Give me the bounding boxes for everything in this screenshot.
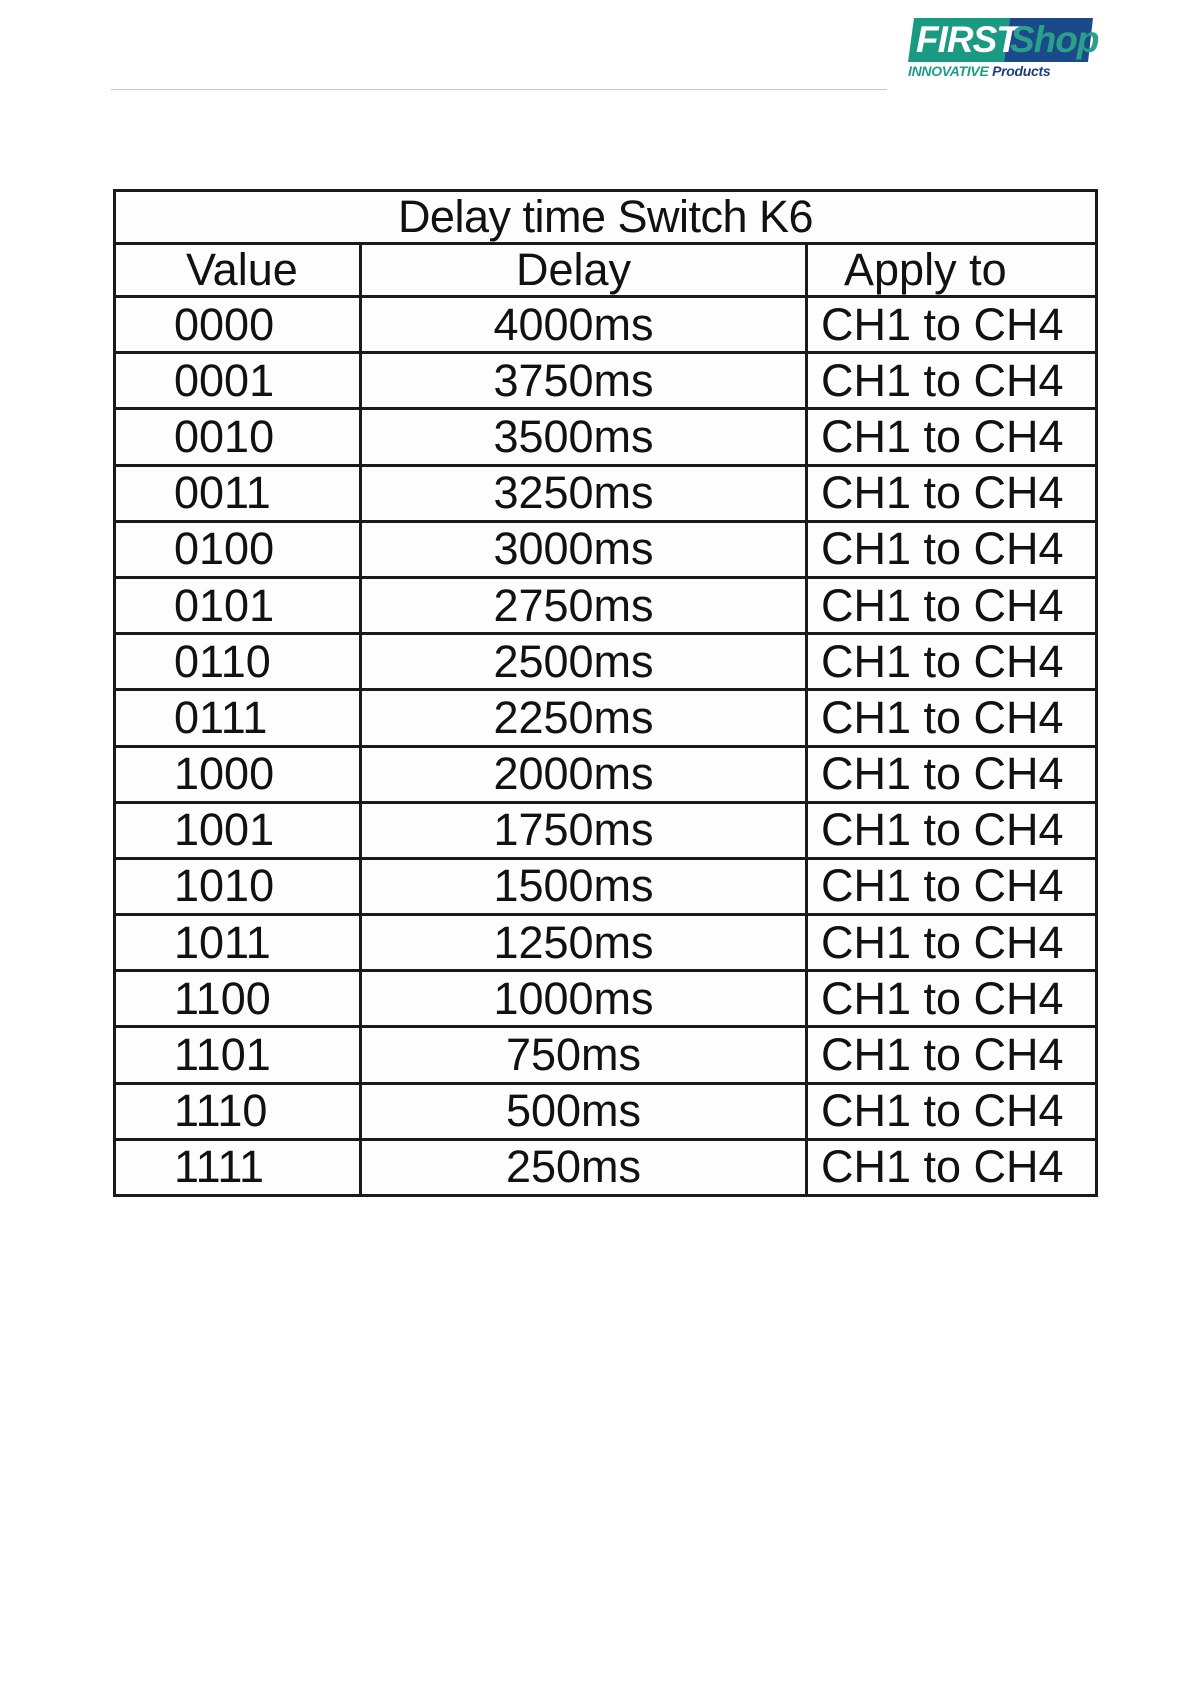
header-divider bbox=[111, 89, 887, 90]
cell-apply-to: CH1 to CH4 bbox=[807, 577, 1097, 633]
table-row bbox=[115, 353, 1097, 409]
table-row bbox=[115, 746, 1097, 802]
cell-apply-to: CH1 to CH4 bbox=[807, 465, 1097, 521]
table-row bbox=[115, 634, 1097, 690]
delay-time-table bbox=[113, 189, 1098, 1197]
table-row bbox=[115, 1027, 1097, 1083]
cell-delay: 3250ms bbox=[361, 465, 807, 521]
table-header-row bbox=[115, 244, 1097, 297]
cell-delay: 3000ms bbox=[361, 521, 807, 577]
table-row bbox=[115, 577, 1097, 633]
table-body bbox=[115, 297, 1097, 1196]
cell-value: 1010 bbox=[115, 858, 361, 914]
table-row bbox=[115, 971, 1097, 1027]
table-row bbox=[115, 521, 1097, 577]
cell-apply-to: CH1 to CH4 bbox=[807, 1027, 1097, 1083]
logo-tagline bbox=[908, 62, 1050, 80]
column-header-delay: Delay bbox=[361, 244, 807, 297]
column-header-apply-to: Apply to bbox=[807, 244, 1097, 297]
cell-value: 0000 bbox=[115, 297, 361, 353]
table-row bbox=[115, 297, 1097, 353]
cell-apply-to: CH1 to CH4 bbox=[807, 858, 1097, 914]
cell-value: 0110 bbox=[115, 634, 361, 690]
cell-apply-to: CH1 to CH4 bbox=[807, 409, 1097, 465]
logo-tagline-products: Products bbox=[992, 63, 1051, 79]
cell-delay: 2750ms bbox=[361, 577, 807, 633]
table-title: Delay time Switch K6 bbox=[115, 191, 1097, 244]
cell-delay: 1000ms bbox=[361, 971, 807, 1027]
cell-value: 0011 bbox=[115, 465, 361, 521]
cell-apply-to: CH1 to CH4 bbox=[807, 521, 1097, 577]
cell-apply-to: CH1 to CH4 bbox=[807, 971, 1097, 1027]
table-row bbox=[115, 858, 1097, 914]
table-title-row bbox=[115, 191, 1097, 244]
cell-delay: 3500ms bbox=[361, 409, 807, 465]
cell-apply-to: CH1 to CH4 bbox=[807, 634, 1097, 690]
logo-tagline-innovative: INNOVATIVE bbox=[908, 63, 989, 79]
cell-delay: 3750ms bbox=[361, 353, 807, 409]
cell-delay: 750ms bbox=[361, 1027, 807, 1083]
cell-apply-to: CH1 to CH4 bbox=[807, 1139, 1097, 1195]
delay-time-table-container bbox=[113, 189, 1095, 1197]
cell-apply-to: CH1 to CH4 bbox=[807, 746, 1097, 802]
cell-value: 1110 bbox=[115, 1083, 361, 1139]
cell-value: 1101 bbox=[115, 1027, 361, 1083]
table-row bbox=[115, 1083, 1097, 1139]
cell-apply-to: CH1 to CH4 bbox=[807, 690, 1097, 746]
cell-delay: 1500ms bbox=[361, 858, 807, 914]
cell-apply-to: CH1 to CH4 bbox=[807, 1083, 1097, 1139]
cell-apply-to: CH1 to CH4 bbox=[807, 802, 1097, 858]
cell-value: 1000 bbox=[115, 746, 361, 802]
table-row bbox=[115, 690, 1097, 746]
table-row bbox=[115, 409, 1097, 465]
column-header-value: Value bbox=[115, 244, 361, 297]
cell-delay: 1250ms bbox=[361, 915, 807, 971]
cell-value: 1100 bbox=[115, 971, 361, 1027]
cell-value: 0101 bbox=[115, 577, 361, 633]
cell-delay: 250ms bbox=[361, 1139, 807, 1195]
cell-value: 1001 bbox=[115, 802, 361, 858]
cell-value: 0001 bbox=[115, 353, 361, 409]
cell-value: 1011 bbox=[115, 915, 361, 971]
cell-apply-to: CH1 to CH4 bbox=[807, 915, 1097, 971]
cell-apply-to: CH1 to CH4 bbox=[807, 353, 1097, 409]
cell-delay: 2000ms bbox=[361, 746, 807, 802]
cell-value: 0100 bbox=[115, 521, 361, 577]
table-row bbox=[115, 1139, 1097, 1195]
table-row bbox=[115, 465, 1097, 521]
cell-delay: 2250ms bbox=[361, 690, 807, 746]
cell-apply-to: CH1 to CH4 bbox=[807, 297, 1097, 353]
logo-first-text: FIRST bbox=[916, 19, 1018, 60]
cell-value: 0010 bbox=[115, 409, 361, 465]
table-row bbox=[115, 802, 1097, 858]
cell-delay: 4000ms bbox=[361, 297, 807, 353]
firstshop-logo bbox=[908, 18, 1099, 80]
cell-value: 1111 bbox=[115, 1139, 361, 1195]
logo-shop-text: Shop bbox=[1010, 19, 1099, 60]
cell-delay: 2500ms bbox=[361, 634, 807, 690]
cell-delay: 500ms bbox=[361, 1083, 807, 1139]
table-row bbox=[115, 915, 1097, 971]
cell-delay: 1750ms bbox=[361, 802, 807, 858]
cell-value: 0111 bbox=[115, 690, 361, 746]
